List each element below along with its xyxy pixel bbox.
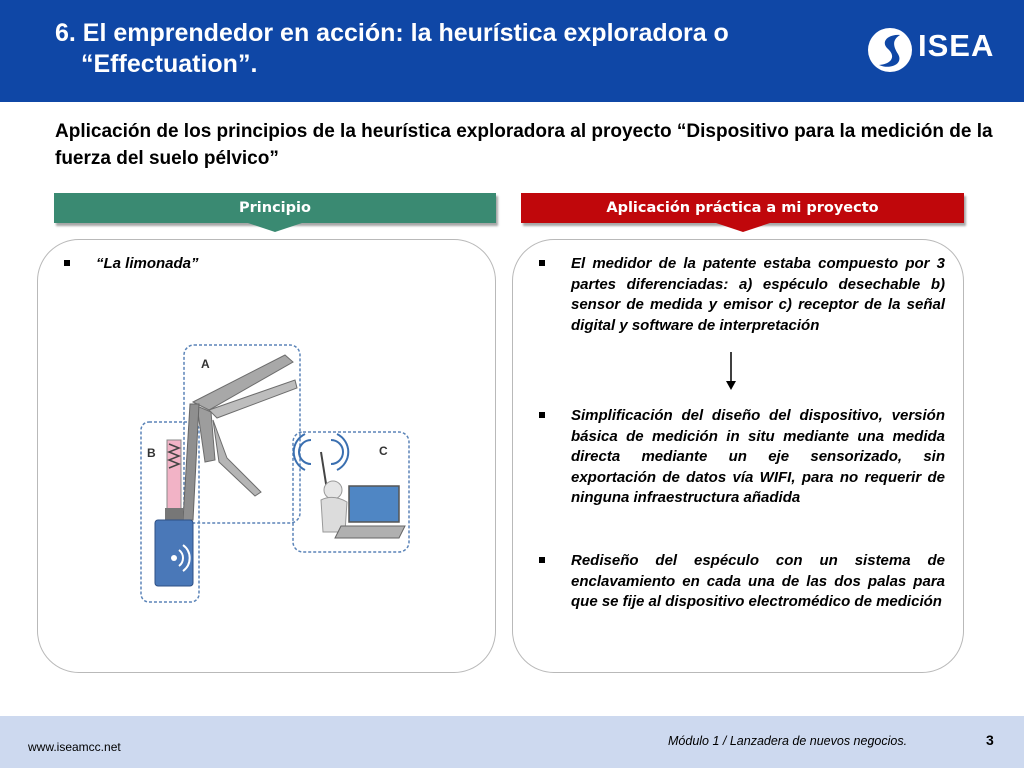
footer-url[interactable]: www.iseamcc.net bbox=[28, 740, 121, 754]
label-b: B bbox=[147, 446, 156, 460]
tab-pointer-icon bbox=[713, 222, 773, 232]
page-number: 3 bbox=[986, 732, 994, 748]
slide-title bbox=[55, 18, 835, 80]
bullet-square-icon bbox=[539, 260, 545, 266]
device-illustration bbox=[135, 340, 415, 610]
slide-footer bbox=[0, 716, 1024, 768]
application-bullet-3 bbox=[571, 551, 945, 613]
principle-bullet-text: “La limonada” bbox=[96, 255, 199, 272]
slide-title-line2: “Effectuation”. bbox=[81, 50, 258, 78]
bullet-square-icon bbox=[539, 412, 545, 418]
principle-header-label: Principio bbox=[239, 200, 311, 216]
bullet-square-icon bbox=[64, 260, 70, 266]
slide-subtitle: Aplicación de los principios de la heurística exploradora al proyecto “Dispositivo para la medición de la fuerza del suelo pélvico” bbox=[55, 121, 993, 169]
bullet-square-icon bbox=[539, 557, 545, 563]
label-c: C bbox=[379, 444, 388, 458]
tab-pointer-icon bbox=[245, 222, 305, 232]
application-bullet-2 bbox=[571, 406, 945, 509]
label-a: A bbox=[201, 357, 210, 371]
speculum-icon bbox=[183, 355, 297, 520]
principle-column-header bbox=[54, 193, 496, 223]
application-bullet-3-text: Rediseño del espéculo con un sistema de enclavamiento en cada una de las dos palas para que se fije al dispositivo electromédico de medición bbox=[571, 552, 945, 610]
logo-text: ISEA bbox=[918, 28, 995, 63]
application-column-header bbox=[521, 193, 964, 223]
principle-bullet bbox=[96, 254, 456, 275]
footer-module-label: Módulo 1 / Lanzadera de nuevos negocios. bbox=[668, 734, 908, 748]
application-bullet-1-text: El medidor de la patente estaba compuesto por 3 partes diferenciadas: a) espéculo desechable b) sensor de medida y emisor c) receptor de la señal digital y software de interpretación bbox=[571, 255, 945, 334]
laptop-receiver-icon bbox=[294, 434, 405, 538]
isea-swirl-logo-icon bbox=[866, 26, 914, 74]
isea-logo bbox=[866, 26, 996, 76]
slide-title-line1: 6. El emprendedor en acción: la heurística exploradora o bbox=[55, 19, 729, 47]
application-bullet-1 bbox=[571, 254, 945, 336]
application-bullet-2-text: Simplificación del diseño del dispositivo, versión básica de medición in situ mediante una medida directa mediante un eje sensorizado, sin exportación de datos vía WIFI, para no requerir de ninguna infraestructura añadida bbox=[571, 407, 945, 506]
slide-header bbox=[0, 0, 1024, 102]
down-arrow-icon bbox=[723, 352, 739, 390]
application-header-label: Aplicación práctica a mi proyecto bbox=[606, 200, 879, 216]
